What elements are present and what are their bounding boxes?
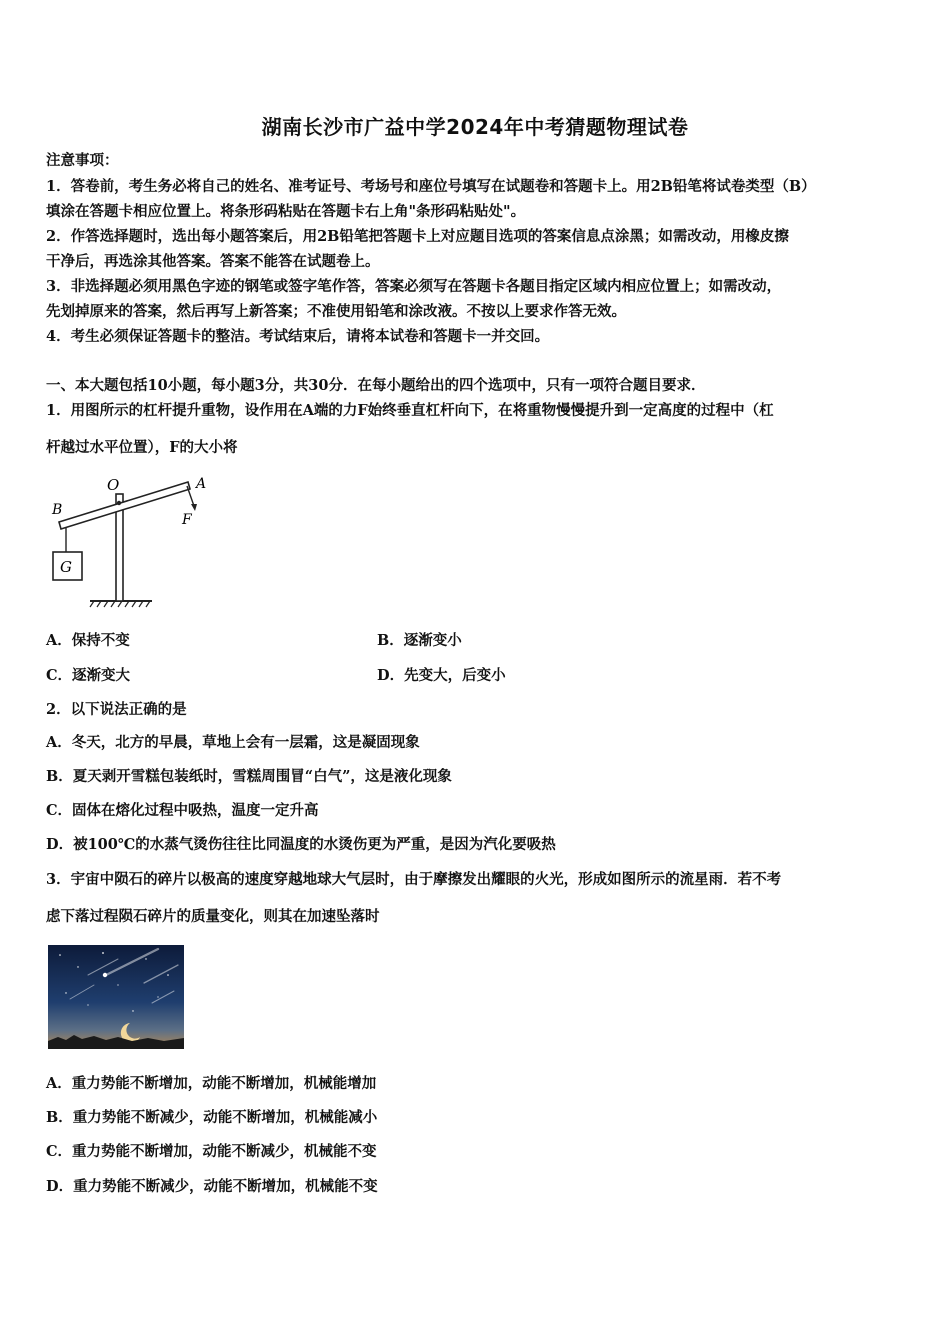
q1-option-d[interactable]: D．先变大，后变小	[377, 667, 506, 684]
q1-option-b[interactable]: B．逐渐变小	[377, 632, 462, 649]
notice-heading: 注意事项：	[46, 152, 119, 169]
notice-line: 1．答卷前，考生务必将自己的姓名、准考证号、考场号和座位号填写在试题卷和答题卡上。用2B铅笔将试卷类型（B）	[46, 178, 816, 195]
q1-option-c[interactable]: C．逐渐变大	[46, 667, 131, 684]
question-1-stem: 1．用图所示的杠杆提升重物，设作用在A端的力F始终垂直杠杆向下，在将重物慢慢提升到一定高度的过程中（杠	[46, 402, 774, 419]
meteor-head	[103, 973, 107, 977]
q1-option-a[interactable]: A．保持不变	[46, 632, 130, 649]
notice-line: 3．非选择题必须用黑色字迹的钢笔或签字笔作答，答案必须写在答题卡各题目指定区域内相应位置上；如需改动，	[46, 278, 782, 295]
notice-line: 2．作答选择题时，选出每小题答案后，用2B铅笔把答题卡上对应题目选项的答案信息点涂黑；如需改动，用橡皮擦	[46, 228, 789, 245]
q2-option-a[interactable]: A．冬天，北方的早晨，草地上会有一层霜，这是凝固现象	[46, 734, 420, 751]
pivot-point	[117, 501, 121, 505]
q3-option-c[interactable]: C．重力势能不断增加，动能不断减少，机械能不变	[46, 1143, 377, 1160]
q3-option-d[interactable]: D．重力势能不断减少，动能不断增加，机械能不变	[46, 1178, 378, 1195]
lever-bar	[59, 482, 190, 529]
label-f: F	[182, 512, 192, 528]
meteor-shower-image	[48, 945, 184, 1049]
q3-option-a[interactable]: A．重力势能不断增加，动能不断增加，机械能增加	[46, 1075, 377, 1092]
question-3-stem-cont: 虑下落过程陨石碎片的质量变化，则其在加速坠落时	[46, 908, 380, 925]
question-1-stem-cont: 杆越过水平位置），F的大小将	[46, 439, 238, 456]
label-o: O	[107, 476, 120, 494]
lever-figure	[44, 470, 214, 610]
notice-line: 干净后，再选涂其他答案。答案不能答在试题卷上。	[46, 253, 380, 270]
q2-option-d[interactable]: D．被100℃的水蒸气烫伤往往比同温度的水烫伤更为严重，是因为汽化要吸热	[46, 836, 556, 853]
q2-option-b[interactable]: B．夏天剥开雪糕包装纸时，雪糕周围冒“白气”，这是液化现象	[46, 768, 452, 785]
label-g: G	[60, 558, 72, 576]
section-heading: 一、本大题包括10小题，每小题3分，共30分．在每小题给出的四个选项中，只有一项符合题目要求．	[46, 377, 706, 394]
question-2-stem: 2．以下说法正确的是	[46, 701, 187, 718]
question-3-stem: 3．宇宙中陨石的碎片以极高的速度穿越地球大气层时，由于摩擦发出耀眼的火光，形成如图所示的流星雨．若不考	[46, 871, 782, 888]
label-b: B	[52, 502, 63, 518]
notice-line: 先划掉原来的答案，然后再写上新答案；不准使用铅笔和涂改液。不按以上要求作答无效。	[46, 303, 626, 320]
q2-option-c[interactable]: C．固体在熔化过程中吸热，温度一定升高	[46, 802, 319, 819]
force-arrowhead	[191, 504, 197, 511]
q3-option-b[interactable]: B．重力势能不断减少，动能不断增加，机械能减小	[46, 1109, 378, 1126]
notice-line: 4．考生必须保证答题卡的整洁。考试结束后，请将本试卷和答题卡一并交回。	[46, 328, 550, 345]
notice-line: 填涂在答题卡相应位置上。将条形码粘贴在答题卡右上角"条形码粘贴处"。	[46, 203, 526, 220]
page-title: 湖南长沙市广益中学2024年中考猜题物理试卷	[261, 115, 689, 139]
label-a: A	[196, 476, 207, 492]
